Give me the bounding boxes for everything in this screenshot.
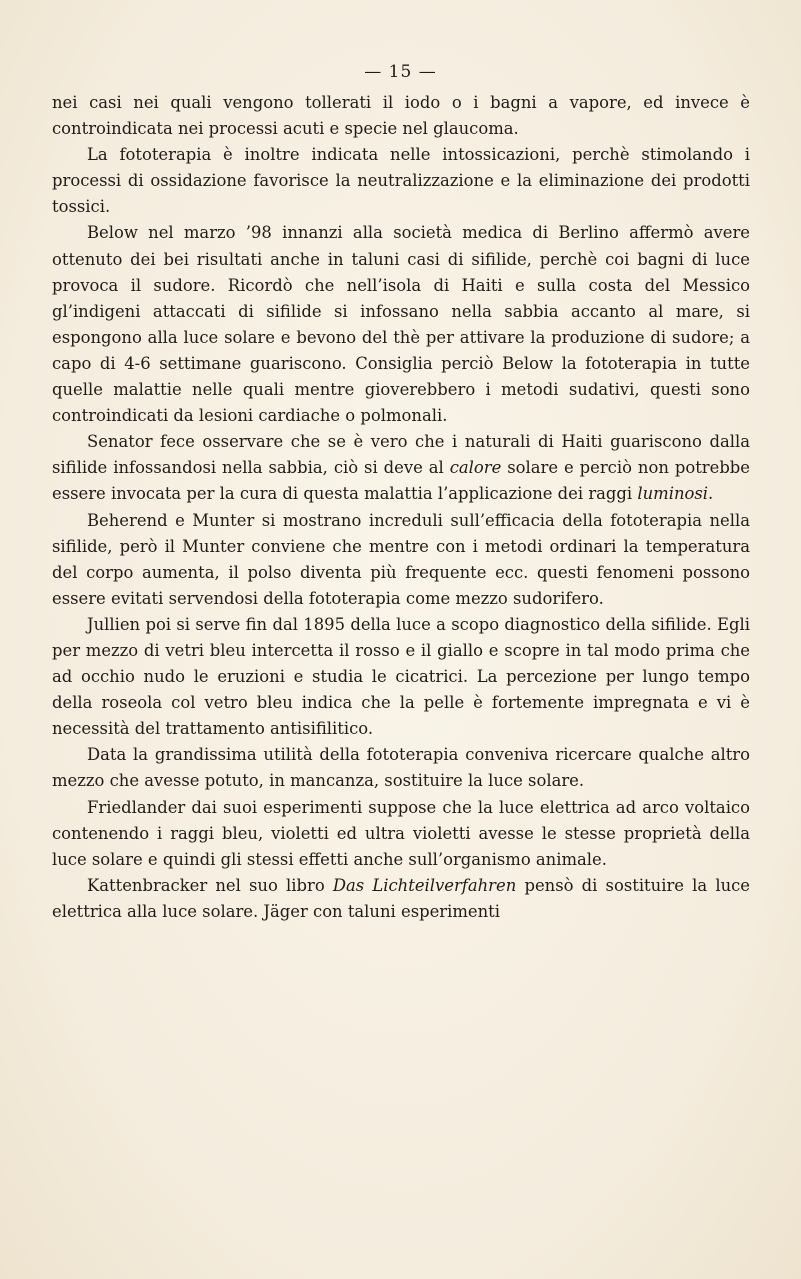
paragraph-text: Data la grandissima utilità della fototerapia conveniva ricercare qualche altro mezzo che avesse potuto, in mancanza, sostituire la luce solare. xyxy=(52,745,750,791)
italic-text: calore xyxy=(449,458,502,478)
paragraph-text: Kattenbracker nel suo libro xyxy=(87,875,333,895)
italic-text: luminosi xyxy=(637,484,709,504)
paragraph xyxy=(52,612,750,742)
body-text xyxy=(52,90,750,925)
paragraph-text: Senator fece osservare che se è vero che i naturali di Haiti guariscono dalla sifilide infossandosi nella sabbia, ciò si deve al xyxy=(52,432,750,478)
paragraph-text: Friedlander dai suoi esperimenti suppose che la luce elettrica ad arco voltaico contenendo i raggi bleu, violetti ed ultra violetti avesse le stesse proprietà della luce solare e quindi gli stessi effetti anche sull’organismo animale. xyxy=(52,797,750,869)
paragraph-text: Jullien poi si serve fin dal 1895 della luce a scopo diagnostico della sifilide. Egli per mezzo di vetri bleu intercetta il rosso e il giallo e scopre in tal modo prima che ad occhio nudo le eruzioni e studia le cicatrici. La percezione per lungo tempo della roseola col vetro bleu indica che la pelle è fortemente impregnata e vi è necessità del trattamento antisifilitico. xyxy=(52,614,750,739)
paragraph-text: Below nel marzo ’98 innanzi alla società medica di Berlino affermò avere ottenuto dei bei risultati anche in taluni casi di sifilide, perchè coi bagni di luce provoca il sudore. Ricordò che nell’isola di Haiti e sulla costa del Messico gl’indigeni attaccati di sifilide si infossano nella sabbia accanto al mare, si espongono alla luce solare e bevono del thè per attivare la produzione di sudore; a capo di 4-6 settimane guariscono. Consiglia perciò Below la fototerapia in tutte quelle malattie nelle quali mentre gioverebbero i metodi sudativi, questi sono controindicati da lesioni cardiache o polmonali. xyxy=(52,223,750,426)
paragraph xyxy=(52,508,750,612)
page-number: — 15 — xyxy=(364,62,437,82)
paragraph xyxy=(52,220,750,429)
paragraph-text: La fototerapia è inoltre indicata nelle intossicazioni, perchè stimolando i processi di ossidazione favorisce la neutralizzazione e la eliminazione dei prodotti tossici. xyxy=(52,145,750,217)
paragraph-text: pensò di sostituire la luce elettrica alla luce solare. Jäger con taluni esperimenti xyxy=(52,875,750,921)
paragraph xyxy=(52,142,750,220)
paragraph xyxy=(52,429,750,507)
paragraph xyxy=(52,873,750,925)
italic-text: Das Lichteilverfahren xyxy=(332,875,517,895)
paragraph-text: nei casi nei quali vengono tollerati il iodo o i bagni a vapore, ed invece è controindicata nei processi acuti e specie nel glaucoma. xyxy=(52,93,750,139)
paragraph xyxy=(52,90,750,142)
paragraph xyxy=(52,795,750,873)
paragraph xyxy=(52,742,750,794)
paragraph-text: solare e perciò non potrebbe essere invocata per la cura di questa malattia l’applicazione dei raggi xyxy=(52,458,751,504)
paragraph-text: . xyxy=(708,484,714,504)
paragraph-text: Beherend e Munter si mostrano increduli sull’efficacia della fototerapia nella sifilide, però il Munter conviene che mentre con i metodi ordinari la temperatura del corpo aumenta, il polso diventa più frequente ecc. questi fenomeni possono essere evitati servendosi della fototerapia come mezzo sudorifero. xyxy=(52,510,750,608)
